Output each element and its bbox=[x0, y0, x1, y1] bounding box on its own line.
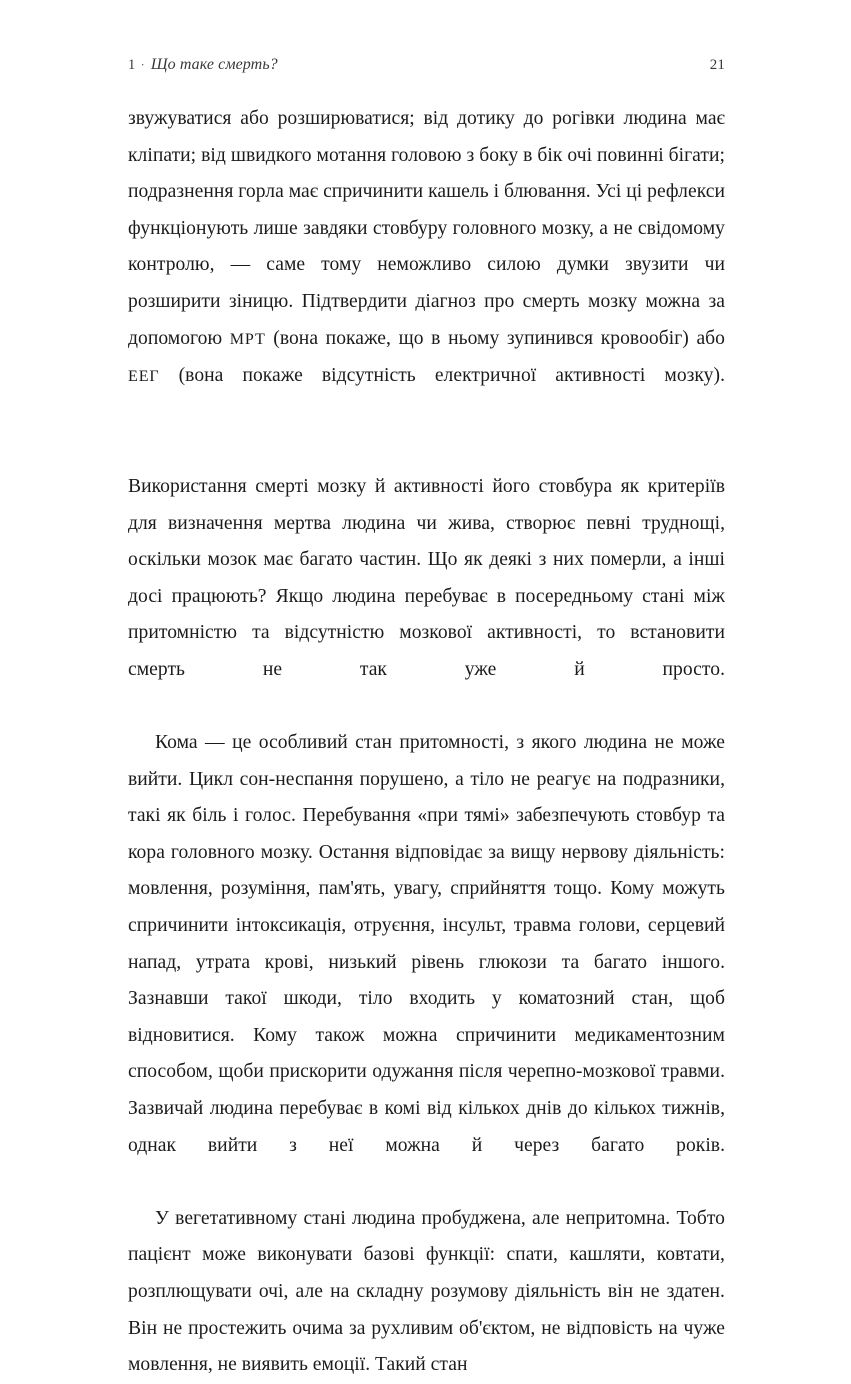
chapter-title: Що таке смерть? bbox=[150, 56, 278, 73]
running-head bbox=[128, 57, 725, 73]
paragraph: У вегетативному стані людина пробуджена, але непритомна. Тобто пацієнт може виконувати базові функції: спати, кашляти, ковтати, розплющувати очі, але на складну розумову діяльність він не здатен. Він не простежить очима за рухливим об'єктом, не відповість на чуже мовлення, не виявить емоції. Такий стан bbox=[128, 1207, 725, 1376]
paragraph: Використання смерті мозку й активності його стовбура як критеріїв для визначення мертва людина чи жива, створює певні труднощі, оскільки мозок має багато частин. Що як деякі з них померли, а інші досі працюють? Якщо людина перебуває в посередньому стані між притомністю та відсутністю мозкової активності, то встановити смерть не так уже й просто. bbox=[128, 475, 725, 680]
paragraph: звужуватися або розширюватися; від дотику до рогівки людина має кліпати; від швидкого мотання головою з боку в бік очі повинні бігати; подразнення горла має спричинити кашель і блювання. Усі ці рефлекси функціонують лише завдяки стовбуру головного мозку, а не свідомому контролю, — саме тому неможливо силою думки звузити чи розширити зіницю. Підтвердити діагноз про смерть мозку можна за допомогою МРТ (вона покаже, що в ньому зупинився кровообіг) або ЕЕГ (вона покаже відсутність електричної активності мозку). bbox=[128, 108, 725, 387]
body-text-block bbox=[128, 101, 725, 1384]
running-head-chapter bbox=[128, 57, 278, 73]
running-head-separator: · bbox=[140, 57, 145, 72]
paragraph: Кома — це особливий стан притомності, з якого людина не може вийти. Цикл сон-неспання порушено, а тіло не реагує на подразники, такі як біль і голос. Перебування «при тямі» забезпечують стовбур та кора головного мозку. Остання відповідає за вищу нервову діяльність: мовлення, розуміння, пам'ять, увагу, сприйняття тощо. Кому можуть спричинити інтоксикація, отруєння, інсульт, травма голови, серцевий напад, утрата крові, низький рівень глюкози та багато іншого. Зазнавши такої шкоди, тіло входить у коматозний стан, щоб відновитися. Кому також можна спричинити медикаментозним способом, щоби прискорити одужання після черепно-мозкової травми. Зазвичай людина перебуває в комі від кількох днів до кількох тижнів, однак вийти з неї можна й через багато років. bbox=[128, 732, 725, 1156]
small-caps-abbreviation: МРТ bbox=[229, 330, 266, 348]
small-caps-abbreviation: ЕЕГ bbox=[128, 368, 160, 386]
chapter-number: 1 bbox=[128, 57, 136, 73]
page-number: 21 bbox=[709, 57, 725, 73]
